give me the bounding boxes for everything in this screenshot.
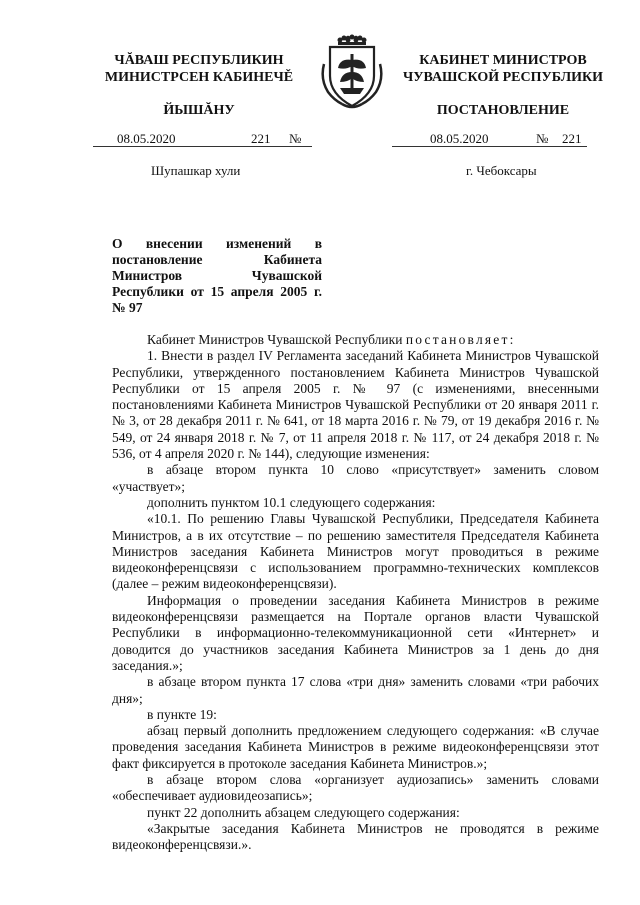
body-paragraph: в абзаце втором слова «организует аудиозапись» заменить словами «обеспечивает аудиовидеозапись»; [112, 772, 599, 804]
registration-left [93, 131, 312, 147]
document-body [112, 332, 599, 854]
registration-right [392, 131, 587, 147]
body-paragraph: «10.1. По решению Главы Чувашской Республики, Председателя Кабинета Министров, а в их отсутствие – по решению заместителя Председателя Кабинета Министров заседания Кабинета Министров могут проводиться в режиме видеоконференцсвязи с использованием программно-технических комплексов (далее – режим видеоконференцсвязи). [112, 511, 599, 592]
header-left-org-line2: МИНИСТРСЕН КАБИНЕЧĚ [104, 70, 294, 85]
registration-right-rule [392, 146, 587, 147]
lead-spaced: постановляет: [405, 332, 516, 347]
body-paragraph: 1. Внести в раздел IV Регламента заседаний Кабинета Министров Чувашской Республики, утвержденного постановлением Кабинета Министров Чувашской Республики от 15 апреля 2005 г. № 97 (с изменениями, внесенными постановлениями Кабинета Министров Чувашской Республики от 20 января 2011 г. № 3, от 28 декабря 2011 г. № 641, от 18 марта 2016 г. № 79, от 19 декабря 2016 г. № 549, от 24 января 2018 г. № 7, от 11 апреля 2018 г. № 117, от 24 декабря 2018 г. № 536, от 4 апреля 2020 г. № 144), следующие изменения: [112, 348, 599, 462]
document-title: О внесении изменений в постановление Кабинета Министров Чувашской Республики от 15 апреля 2005 г. № 97 [112, 236, 322, 315]
header-left-org-line1: ЧĂВАШ РЕСПУБЛИКИН [114, 53, 284, 68]
place-left: Шупашкар хули [151, 163, 241, 178]
body-paragraph: Информация о проведении заседания Кабинета Министров в режиме видеоконференцсвязи размещается на Портале органов власти Чувашской Республики в информационно-телекоммуникационной сети «Интернет» и доводится до участников заседания Кабинета Министров за 1 день до дня заседания.»; [112, 592, 599, 673]
header-right-doc-kind: ПОСТАНОВЛЕНИЕ [436, 103, 570, 118]
registration-left-number: 221 [251, 131, 271, 146]
body-paragraph: абзац первый дополнить предложением следующего содержания: «В случае проведения заседания Кабинета Министров в режиме видеоконференцсвязи этот факт фиксируется в протоколе заседания Кабинета Министров.»; [112, 723, 599, 771]
coat-of-arms-icon [320, 34, 384, 112]
body-paragraph: в абзаце втором пункта 17 слова «три дня» заменить словами «три рабочих дня»; [112, 674, 599, 706]
header-left-doc-kind: ЙЫШĂНУ [163, 103, 235, 118]
registration-left-number-sign: № [289, 131, 302, 146]
lead-paragraph [112, 332, 599, 348]
header-right-org-line1: КАБИНЕТ МИНИСТРОВ [419, 53, 587, 68]
body-paragraph: в абзаце втором пункта 10 слово «присутствует» заменить словом «участвует»; [112, 462, 599, 494]
registration-left-date: 08.05.2020 [117, 131, 176, 146]
place-right: г. Чебоксары [466, 163, 537, 178]
body-paragraph: дополнить пунктом 10.1 следующего содержания: [147, 494, 436, 510]
body-paragraph: в пункте 19: [147, 706, 217, 722]
header-right-org-line2: ЧУВАШСКОЙ РЕСПУБЛИКИ [402, 70, 604, 85]
lead-text: Кабинет Министров Чувашской Республики [147, 332, 406, 347]
body-paragraph: пункт 22 дополнить абзацем следующего содержания: [147, 804, 460, 820]
registration-right-date: 08.05.2020 [430, 131, 489, 146]
registration-right-number-sign: № [536, 131, 549, 146]
header-right-block [384, 52, 622, 119]
header-left-block [70, 52, 328, 119]
body-paragraph: «Закрытые заседания Кабинета Министров не проводятся в режиме видеоконференцсвязи.». [112, 820, 599, 853]
registration-right-number: 221 [562, 131, 582, 146]
